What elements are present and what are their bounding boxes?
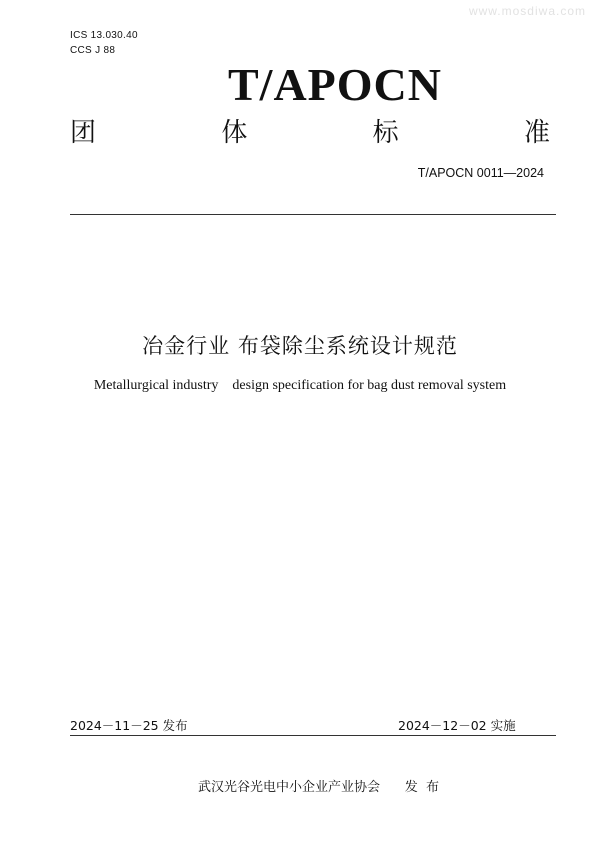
issuer: 武汉光谷光电中小企业产业协会 发 布 xyxy=(198,780,440,795)
watermark: www.mosdiwa.com xyxy=(468,4,586,18)
title-chinese: 冶金行业 布袋除尘系统设计规范 xyxy=(142,334,458,358)
bottom-divider xyxy=(70,735,556,736)
ics-code: ICS 13.030.40 xyxy=(70,30,138,41)
kind-char: 标 xyxy=(372,118,399,148)
kind-char: 团 xyxy=(70,118,97,148)
ccs-code: CCS J 88 xyxy=(70,45,116,56)
kind-char: 准 xyxy=(523,118,550,148)
kind-char: 体 xyxy=(221,118,248,148)
standard-kind xyxy=(70,118,550,148)
implement-date: 2024－12－02 实施 xyxy=(398,718,516,733)
top-divider xyxy=(70,214,556,215)
standard-logo: T/APOCN xyxy=(228,59,442,110)
standard-number: T/APOCN 0011—2024 xyxy=(417,166,544,180)
title-english: Metallurgical industry design specification for bag dust removal system xyxy=(93,378,507,393)
publish-date: 2024－11－25 发布 xyxy=(70,718,188,733)
